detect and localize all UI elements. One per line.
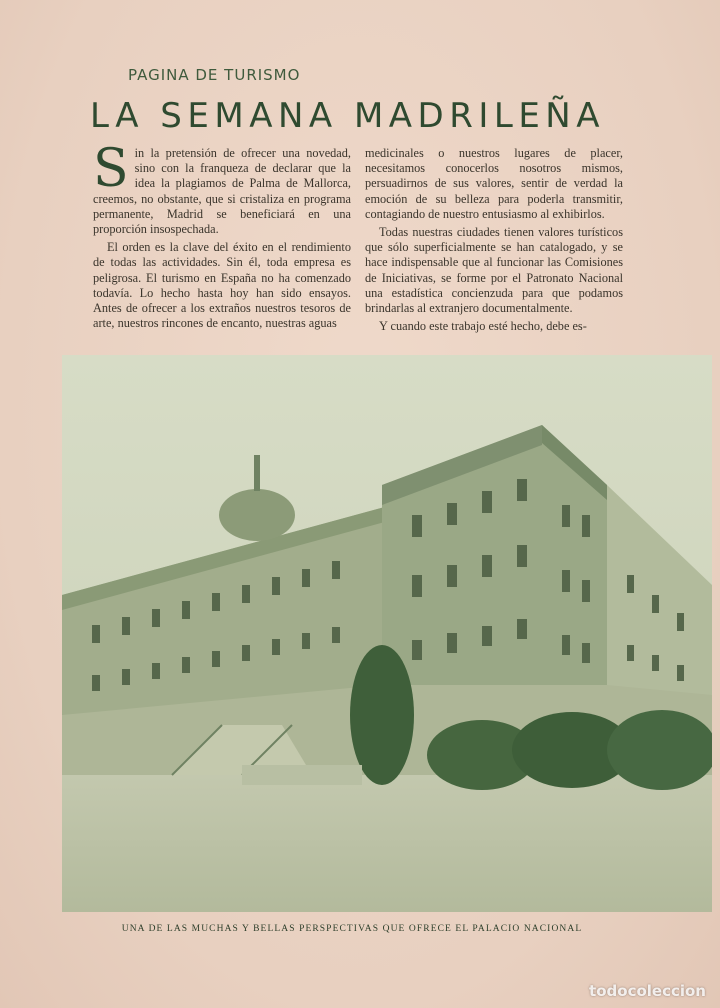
- article-paragraph: medicinales o nuestros lugares de placer, necesitamos conocerlos nosotros mismos, persuadirnos de sus valores, sentir de verdad la emoción de su belleza para poderla transmitir, contagiando de nuestro entusiasmo al exhibirlos.: [365, 146, 623, 221]
- section-kicker: PAGINA DE TURISMO: [128, 66, 301, 84]
- photo-caption: UNA DE LAS MUCHAS Y BELLAS PERSPECTIVAS QUE OFRECE EL PALACIO NACIONAL: [121, 924, 583, 934]
- article-paragraph: Y cuando este trabajo esté hecho, debe es-: [379, 319, 587, 334]
- garden-shrubs: [607, 710, 712, 790]
- drop-cap: S: [93, 139, 129, 199]
- palace-illustration: [62, 355, 712, 912]
- article-column-right: [365, 146, 623, 337]
- dome-lantern: [254, 455, 260, 491]
- page-headline: LA SEMANA MADRILEÑA: [90, 96, 605, 136]
- article-paragraph: El orden es la clave del éxito en el rendimiento de todas las actividades. Sin él, toda empresa es peligrosa. El turismo en España no ha comenzado todavía. Lo hecho hasta hoy han sido ensayos. Antes de ofrecer a los extraños nuestros tesoros de arte, nuestros rincones de encanto, nuestras aguas: [93, 240, 351, 331]
- paragraph-text: in la pretensión de ofrecer una novedad, sino con la franqueza de declarar que la idea la plagiamos de Palma de Mallorca, creemos, no obstante, que si cristaliza en programa permanente, Madrid se beneficiará en una proporción insospechada.: [93, 146, 351, 237]
- palace-photograph: [62, 355, 712, 912]
- palace-dome: [219, 489, 295, 541]
- article-column-left: [93, 139, 351, 334]
- plaza-ground: [62, 775, 712, 912]
- watermark: todocoleccion: [589, 982, 706, 1000]
- cypress-tree: [350, 645, 414, 785]
- article-paragraph: Todas nuestras ciudades tienen valores turísticos que sólo superficialmente se han catalogado, y se hace indispensable que al funcionar las Comisiones de Iniciativas, se forme por el Patronato Nacional una estadística concienzuda para que podamos brindarlas al extranjero documentalmente.: [365, 225, 623, 316]
- garden-wall: [242, 765, 362, 785]
- article-paragraph: [93, 139, 351, 237]
